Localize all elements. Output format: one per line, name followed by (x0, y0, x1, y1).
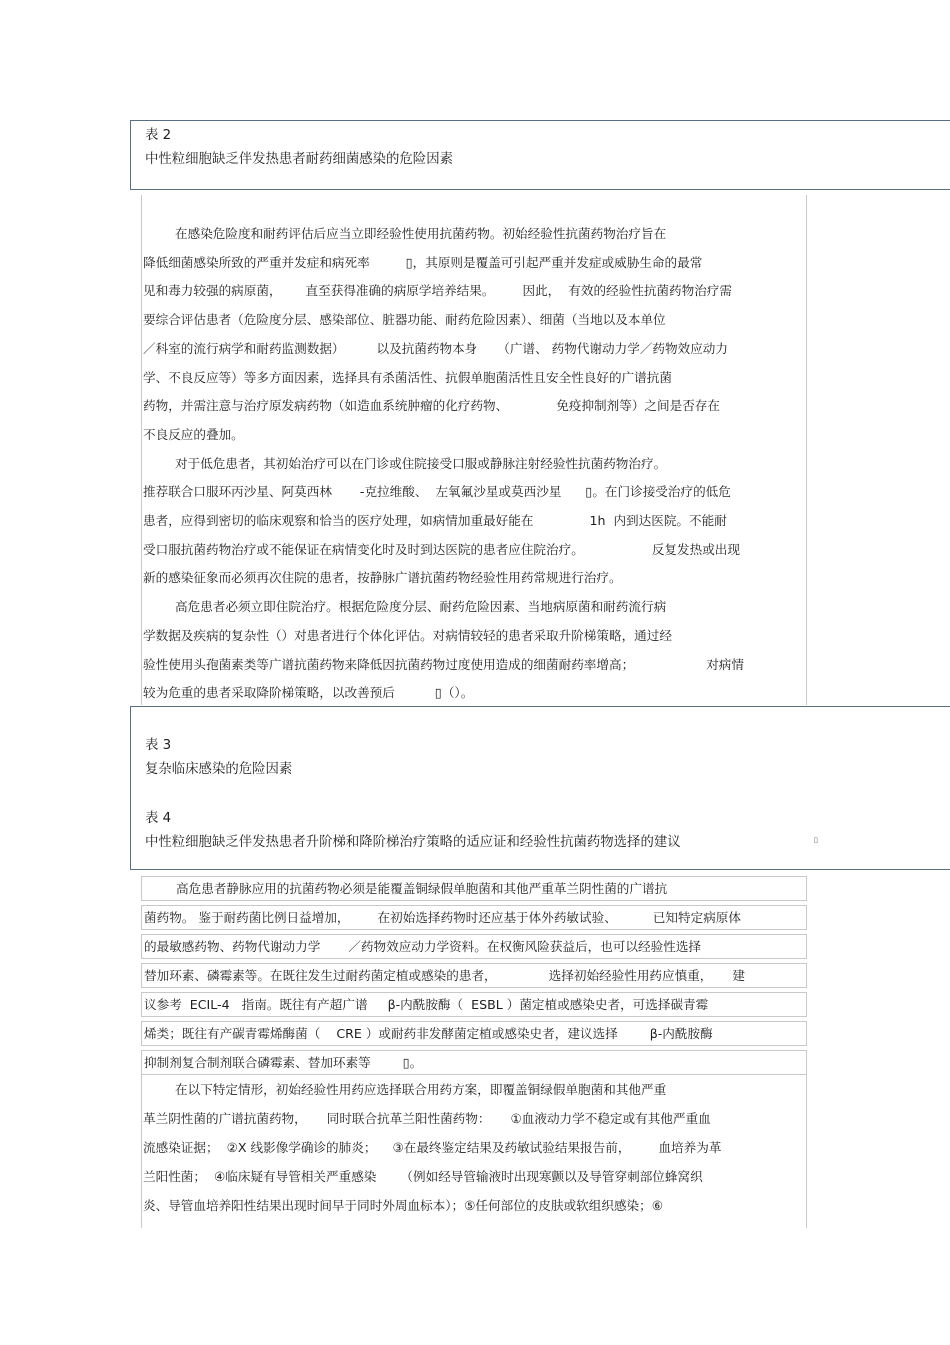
section1-line: 较为危重的患者采取降阶梯策略，以改善预后 ▯（）。 (143, 685, 474, 701)
table3-caption: 复杂临床感染的危险因素 (145, 762, 293, 777)
section1-line: 学、不良反应等）等多方面因素，选择具有杀菌活性、抗假单胞菌活性且安全性良好的广谱抗菌 (143, 369, 672, 385)
section2-line: 革兰阴性菌的广谱抗菌药物， 同时联合抗革兰阳性菌药物： ①血液动力学不稳定或有其他严重血 (143, 1111, 711, 1126)
section1-line: 新的感染征象而必须再次住院的患者，按静脉广谱抗菌药物经验性用药常规进行治疗。 (143, 570, 622, 586)
section1-line: 对于低危患者，其初始治疗可以在门诊或住院接受口服或静脉注射经验性抗菌药物治疗。 (143, 455, 667, 471)
section2-line: 烯类；既往有产碳青霉烯酶菌（ CRE ）或耐药非发酵菌定植或感染史者，建议选择 β-内酰胺酶 (141, 1021, 807, 1046)
section1-line: 高危患者必须立即住院治疗。根据危险度分层、耐药危险因素、当地病原菌和耐药流行病 (143, 599, 667, 615)
section1-line: 学数据及疾病的复杂性（）对患者进行个体化评估。对病情较轻的患者采取升阶梯策略，通过经 (143, 627, 672, 643)
section2-line: 菌药物。 鉴于耐药菌比例日益增加， 在初始选择药物时还应基于体外药敏试验、 已知特定病原体 (141, 905, 807, 930)
section1-line: 验性使用头孢菌素类等广谱抗菌药物来降低因抗菌药物过度使用造成的细菌耐药率增高； 对病情 (143, 656, 744, 672)
section1-line: 在感染危险度和耐药评估后应当立即经验性使用抗菌药物。初始经验性抗菌药物治疗旨在 (143, 226, 667, 241)
section1-line: 推荐联合口服环丙沙星、阿莫西林 -克拉维酸、 左氧氟沙星或莫西沙星 ▯。在门诊接受治疗的低危 (143, 484, 731, 500)
section2-line: 兰阳性菌； ④临床疑有导管相关严重感染 （例如经导管输液时出现寒颤以及导管穿刺部位蜂窝织 (143, 1169, 703, 1184)
section1-line: 不良反应的叠加。 (143, 426, 244, 442)
section1-line: 要综合评估患者（危险度分层、感染部位、脏器功能、耐药危险因素）、细菌（当地以及本单位 (143, 312, 666, 328)
table4-number: 表 4 (145, 811, 172, 826)
section2-line: 抑制剂复合制剂联合磷霉素、替加环素等 ▯。 (141, 1050, 807, 1075)
section2-line: 流感染证据； ②X 线影像学确诊的肺炎； ③在最终鉴定结果及药敏试验结果报告前， 血培养为革 (143, 1140, 722, 1155)
section2-line: 议参考 ECIL-4 指南。既往有产超广谱 β-内酰胺酶（ ESBL ）菌定植或感染史者，可选择碳青霉 (141, 992, 807, 1017)
footnote-marker: ▯ (814, 836, 818, 844)
section1-line: 见和毒力较强的病原菌， 直至获得准确的病原学培养结果。 因此， 有效的经验性抗菌药物治疗需 (143, 283, 732, 299)
section2-frame (141, 1075, 807, 1228)
section2-line: 的最敏感药物、药物代谢动力学 ／药物效应动力学资料。在权衡风险获益后，也可以经验性选择 (141, 934, 807, 959)
table2-number: 表 2 (145, 128, 172, 143)
table4-caption: 中性粒细胞缺乏伴发热患者升阶梯和降阶梯治疗策略的适应证和经验性抗菌药物选择的建议 (145, 835, 681, 850)
section1-line: ／科室的流行病学和耐药监测数据） 以及抗菌药物本身 （广谱、 药物代谢动力学／药物效应动力 (143, 340, 728, 356)
section2-line: 高危患者静脉应用的抗菌药物必须是能覆盖铜绿假单胞菌和其他严重革兰阴性菌的广谱抗 (141, 876, 807, 901)
section2-line: 炎、导管血培养阳性结果出现时间早于同时外周血标本）；⑤任何部位的皮肤或软组织感染；⑥ (143, 1198, 664, 1213)
section1-line: 受口服抗菌药物治疗或不能保证在病情变化时及时到达医院的患者应住院治疗。 反复发热或出现 (143, 541, 740, 557)
table3-number: 表 3 (145, 738, 172, 753)
section1-line: 药物，并需注意与治疗原发病药物（如造血系统肿瘤的化疗药物、 免疫抑制剂等）之间是否存在 (143, 398, 720, 414)
section2-line: 在以下特定情形，初始经验性用药应选择联合用药方案，即覆盖铜绿假单胞菌和其他严重 (143, 1082, 667, 1097)
table2-caption: 中性粒细胞缺乏伴发热患者耐药细菌感染的危险因素 (145, 152, 453, 167)
section2-line: 替加环素、磷霉素等。在既往发生过耐药菌定植或感染的患者， 选择初始经验性用药应慎重， 建 (141, 963, 807, 988)
section1-line: 患者，应得到密切的临床观察和恰当的医疗处理，如病情加重最好能在 1h 内到达医院。不能耐 (143, 513, 727, 528)
section1-line: 降低细菌感染所致的严重并发症和病死率 ▯，其原则是覆盖可引起严重并发症或威胁生命的最常 (143, 254, 703, 270)
